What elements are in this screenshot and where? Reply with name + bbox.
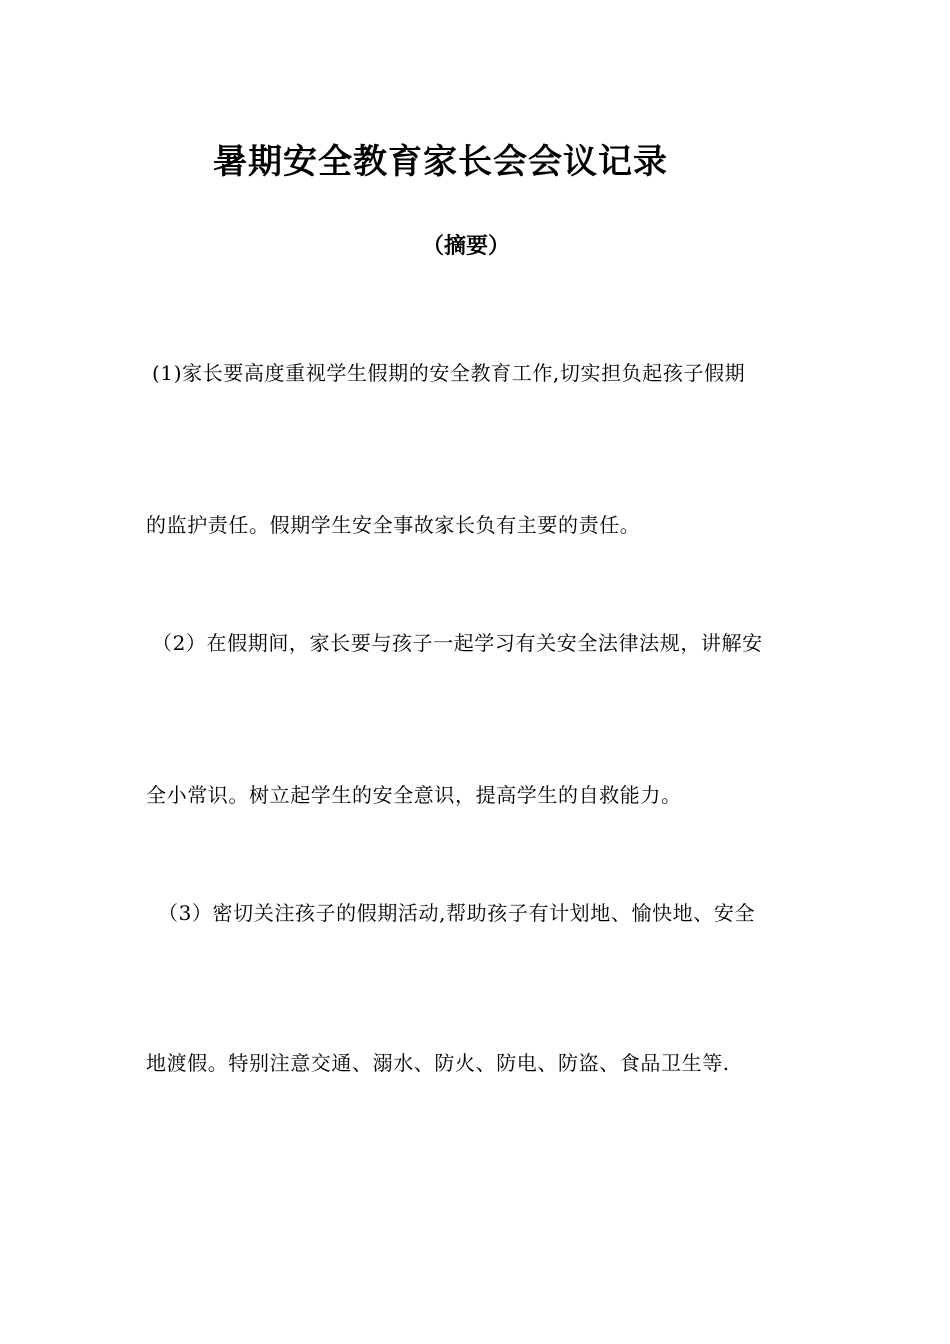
paragraph-3-line-2: 地渡假。特别注意交通、溺水、防火、防电、防盗、食品卫生等. (146, 1051, 730, 1075)
document-subtitle: （摘要） (422, 233, 511, 259)
paragraph-2-line-1: （2）在假期间，家长要与孩子一起学习有关安全法律法规，讲解安 (152, 631, 763, 655)
paragraph-1-line-2: 的监护责任。假期学生安全事故家长负有主要的责任。 (146, 513, 641, 537)
document-title: 暑期安全教育家长会会议记录 (213, 142, 668, 182)
paragraph-1-line-1: (1)家长要高度重视学生假期的安全教育工作,切实担负起孩子假期 (152, 361, 746, 385)
paragraph-3-line-1: （3）密切关注孩子的假期活动,帮助孩子有计划地、愉快地、安全 (158, 901, 756, 925)
paragraph-2-line-2: 全小常识。树立起学生的安全意识，提高学生的自救能力。 (146, 783, 682, 807)
